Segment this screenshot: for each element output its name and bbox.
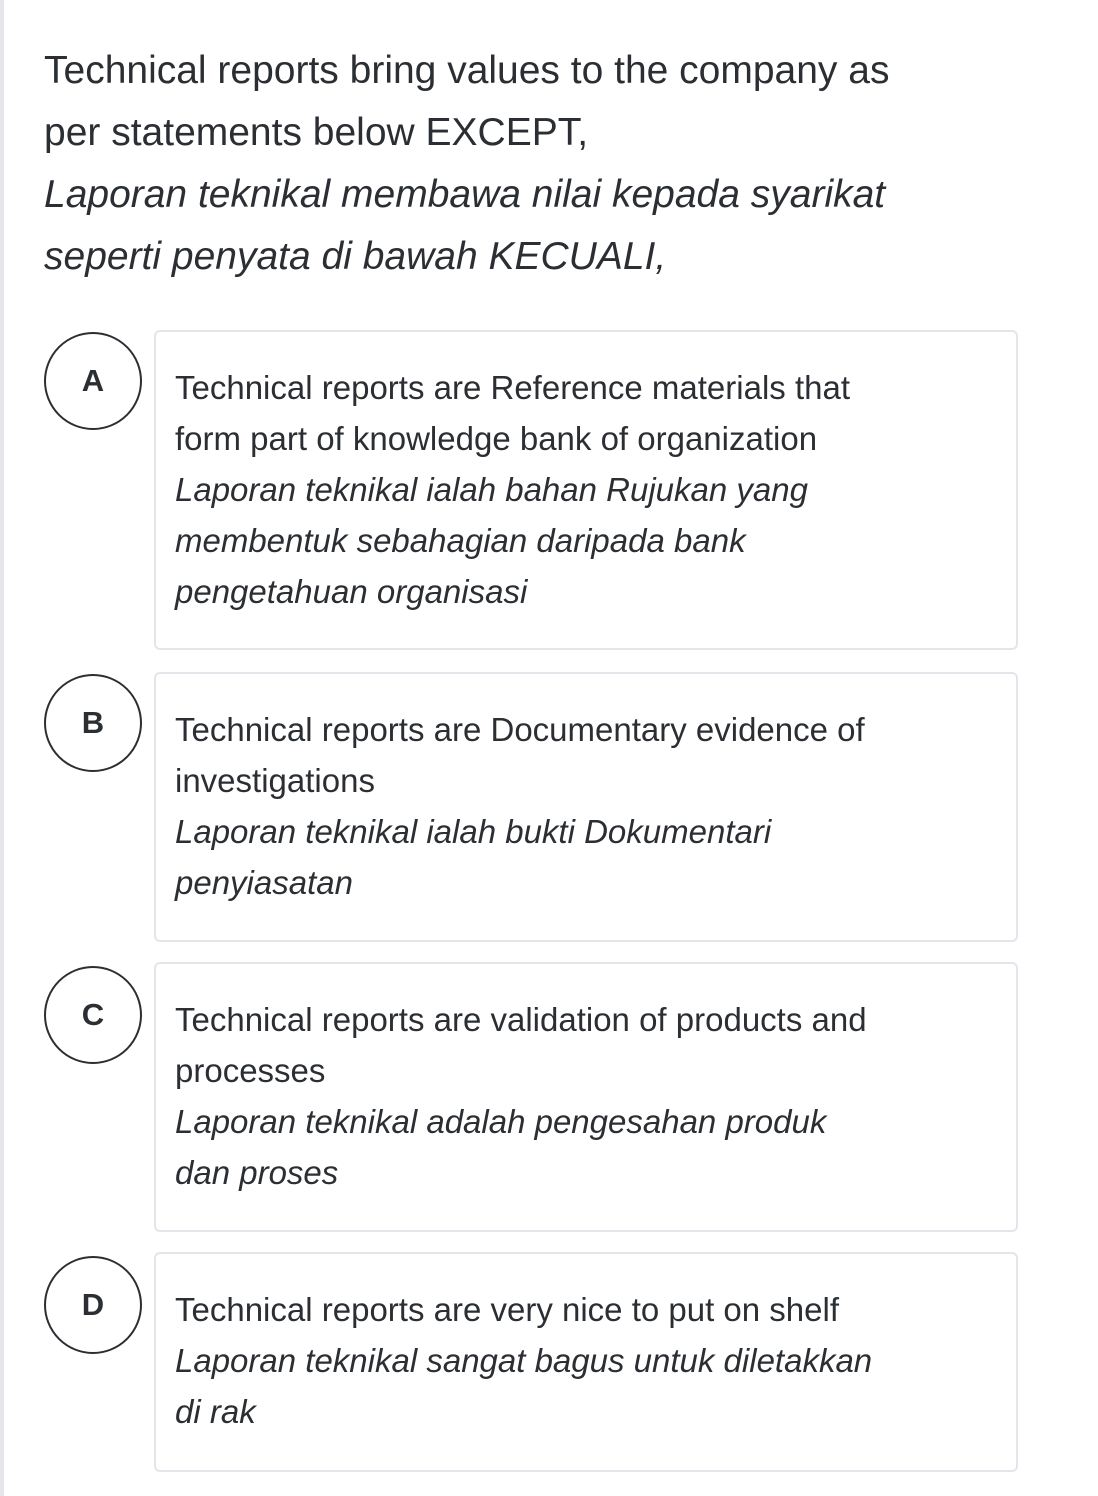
option-malay-line: penyiasatan [175,864,353,901]
option-malay-line: Laporan teknikal ialah bukti Dokumentari [175,813,772,850]
option-d-text [175,1284,1006,1437]
option-a-text [175,362,1006,617]
option-english-line: Technical reports are validation of products and [175,1001,867,1038]
option-malay-line: di rak [175,1393,256,1430]
option-b-letter-badge[interactable]: B [44,674,142,772]
page-left-edge [0,0,4,1496]
option-english-line: form part of knowledge bank of organization [175,420,818,457]
question-english-line: Technical reports bring values to the company as [44,49,890,92]
option-malay-line: dan proses [175,1154,339,1191]
question-malay-line: Laporan teknikal membawa nilai kepada syarikat [44,173,886,216]
question-malay-line: seperti penyata di bawah KECUALI, [44,235,667,278]
option-malay-line: membentuk sebahagian daripada bank [175,522,746,559]
option-english-line: Technical reports are Documentary evidence of [175,711,865,748]
option-malay-line: Laporan teknikal sangat bagus untuk diletakkan [175,1342,873,1379]
answer-option-d[interactable] [154,1252,1018,1472]
option-c-letter-badge[interactable]: C [44,966,142,1064]
option-english-line: processes [175,1052,326,1089]
option-a-letter-badge[interactable]: A [44,332,142,430]
option-english-line: Technical reports are Reference materials that [175,369,850,406]
answer-option-a[interactable] [154,330,1018,650]
answer-option-c[interactable] [154,962,1018,1232]
option-malay-line: Laporan teknikal ialah bahan Rujukan yang [175,471,808,508]
option-d-letter-badge[interactable]: D [44,1256,142,1354]
option-c-text [175,994,1006,1198]
option-malay-line: pengetahuan organisasi [175,573,528,610]
question-english-line: per statements below EXCEPT, [44,111,589,154]
option-english-line: investigations [175,762,375,799]
option-malay-line: Laporan teknikal adalah pengesahan produk [175,1103,827,1140]
option-english-line: Technical reports are very nice to put on shelf [175,1291,840,1328]
answer-option-b[interactable] [154,672,1018,942]
option-b-text [175,704,1006,908]
question-text [44,40,1054,288]
